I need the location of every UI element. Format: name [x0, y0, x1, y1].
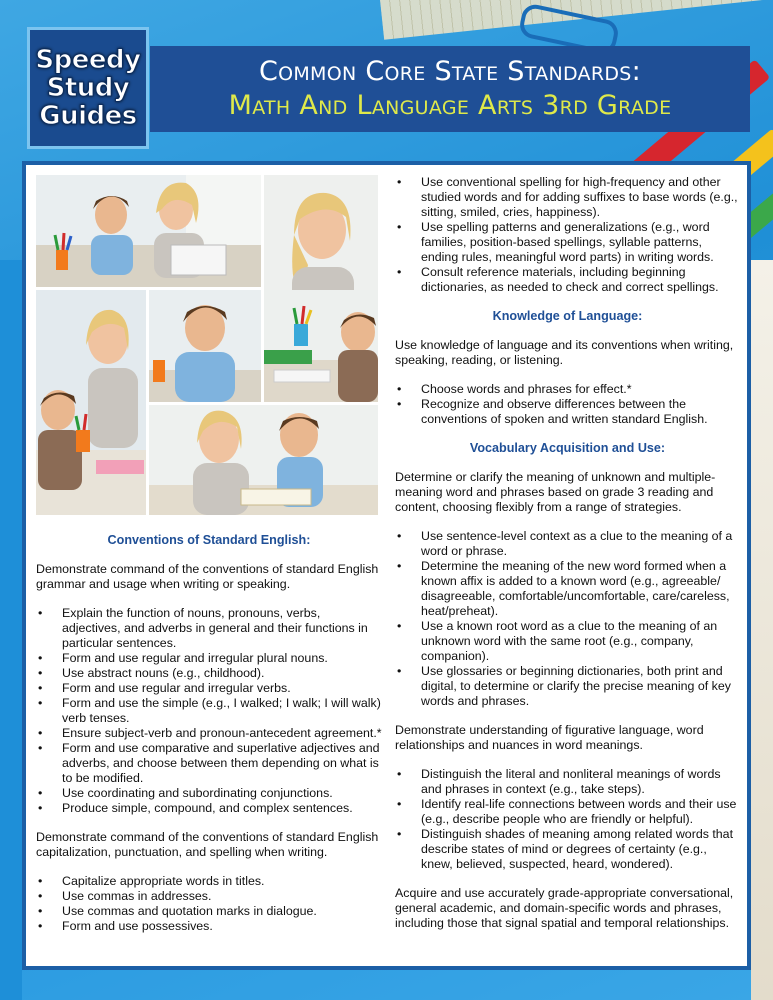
vocabulary-intro: Determine or clarify the meaning of unknown and multiple-meaning word and phrases based on grade 3 reading and content, choosing flexibly from a range of strategies. [395, 470, 716, 514]
list-item: • Use commas in addresses. [36, 889, 382, 904]
heading-knowledge-of-language: Knowledge of Language: [492, 309, 643, 323]
vocabulary-list [395, 529, 740, 709]
list-item: • Ensure subject-verb and pronoun-antecedent agreement.* [36, 726, 382, 741]
list-item: • Form and use possessives. [36, 919, 382, 934]
list-item: • Use glossaries or beginning dictionaries, both print and digital, to determine or clarify the precise meaning of key words and phrases. [395, 664, 740, 709]
list-item: • Choose words and phrases for effect.* [395, 382, 740, 397]
figurative-list [395, 767, 740, 872]
photo-tutor-helping [36, 290, 146, 515]
list-item: • Use conventional spelling for high-frequency and other studied words and for adding suffixes to base words (e.g., sitting, smiled, cries, happiness). [395, 175, 740, 220]
list-item: • Recognize and observe differences between the conventions of spoken and written standard English. [395, 397, 740, 427]
list-item: • Use sentence-level context as a clue to the meaning of a word or phrase. [395, 529, 740, 559]
list-item: • Consult reference materials, including beginning dictionaries, as needed to check and correct spellings. [395, 265, 740, 295]
photo-tutor-and-boy-at-laptop [36, 175, 261, 287]
title-line-1: Common Core State Standards: [258, 56, 642, 87]
list-item: • Form and use regular and irregular verbs. [36, 681, 382, 696]
photo-tutor-and-boy-reading [149, 405, 378, 515]
left-column [36, 533, 382, 948]
list-item: • Use commas and quotation marks in dialogue. [36, 904, 382, 919]
title-banner [150, 46, 750, 132]
logo-line-1: Speedy [35, 45, 141, 75]
list-item: • Distinguish the literal and nonliteral meanings of words and phrases in context (e.g., take steps). [395, 767, 740, 797]
list-item: • Determine the meaning of the new word formed when a known affix is added to a known word (e.g., agreeable/ disagreeable, comfortable/uncomfortable, care/careless, heat/preheat). [395, 559, 740, 619]
list-item: • Form and use regular and irregular plural nouns. [36, 651, 382, 666]
acquire-intro: Acquire and use accurately grade-appropriate conversational, general academic, and domain-specific words and phrases, including those that signal spatial and temporal relationships. [395, 886, 734, 930]
grammar-list [36, 606, 382, 816]
content-panel [22, 161, 751, 970]
photo-collage [36, 175, 378, 515]
photo-boy-smiling [149, 290, 261, 402]
photo-boy-writing [264, 290, 378, 402]
list-item: • Distinguish shades of meaning among related words that describe states of mind or degrees of certainty (e.g., knew, believed, suspected, heard, wondered). [395, 827, 740, 872]
speedy-study-guides-logo [27, 27, 149, 149]
list-item: • Identify real-life connections between words and their use (e.g., describe people who are friendly or helpful). [395, 797, 740, 827]
right-column [395, 175, 740, 945]
list-item: • Form and use comparative and superlative adjectives and adverbs, and choose between them depending on what is to be modified. [36, 741, 382, 786]
heading-conventions: Conventions of Standard English: [107, 533, 311, 547]
list-item: • Use abstract nouns (e.g., childhood). [36, 666, 382, 681]
list-item: • Use spelling patterns and generalizations (e.g., word families, position-based spellings, syllable patterns, ending rules, meaningful word parts) in writing words. [395, 220, 740, 265]
logo-line-2: Study [46, 73, 130, 103]
knowledge-list [395, 382, 740, 427]
knowledge-intro: Use knowledge of language and its conventions when writing, speaking, reading, or listening. [395, 338, 734, 367]
list-item: • Use coordinating and subordinating conjunctions. [36, 786, 382, 801]
logo-line-3: Guides [39, 101, 137, 131]
heading-vocabulary: Vocabulary Acquisition and Use: [469, 441, 666, 455]
conventions-intro-capitalization: Demonstrate command of the conventions of standard English capitalization, punctuation, and spelling when writing. [36, 830, 379, 859]
list-item: • Form and use the simple (e.g., I walked; I walk; I will walk) verb tenses. [36, 696, 382, 726]
list-item: • Explain the function of nouns, pronouns, verbs, adjectives, and adverbs in general and their functions in particular sentences. [36, 606, 382, 651]
background-notebook-edge [751, 260, 773, 1000]
list-item: • Capitalize appropriate words in titles. [36, 874, 382, 889]
spelling-list [395, 175, 740, 295]
conventions-intro-grammar: Demonstrate command of the conventions of standard English grammar and usage when writing or speaking. [36, 562, 379, 591]
title-line-2: Math And Language Arts 3rd Grade [228, 90, 672, 121]
list-item: • Use a known root word as a clue to the meaning of an unknown word with the same root (e.g., company, companion). [395, 619, 740, 664]
figurative-intro: Demonstrate understanding of figurative language, word relationships and nuances in word meanings. [395, 723, 704, 752]
list-item: • Produce simple, compound, and complex sentences. [36, 801, 382, 816]
capitalization-list [36, 874, 382, 934]
background-left-edge [0, 260, 22, 1000]
